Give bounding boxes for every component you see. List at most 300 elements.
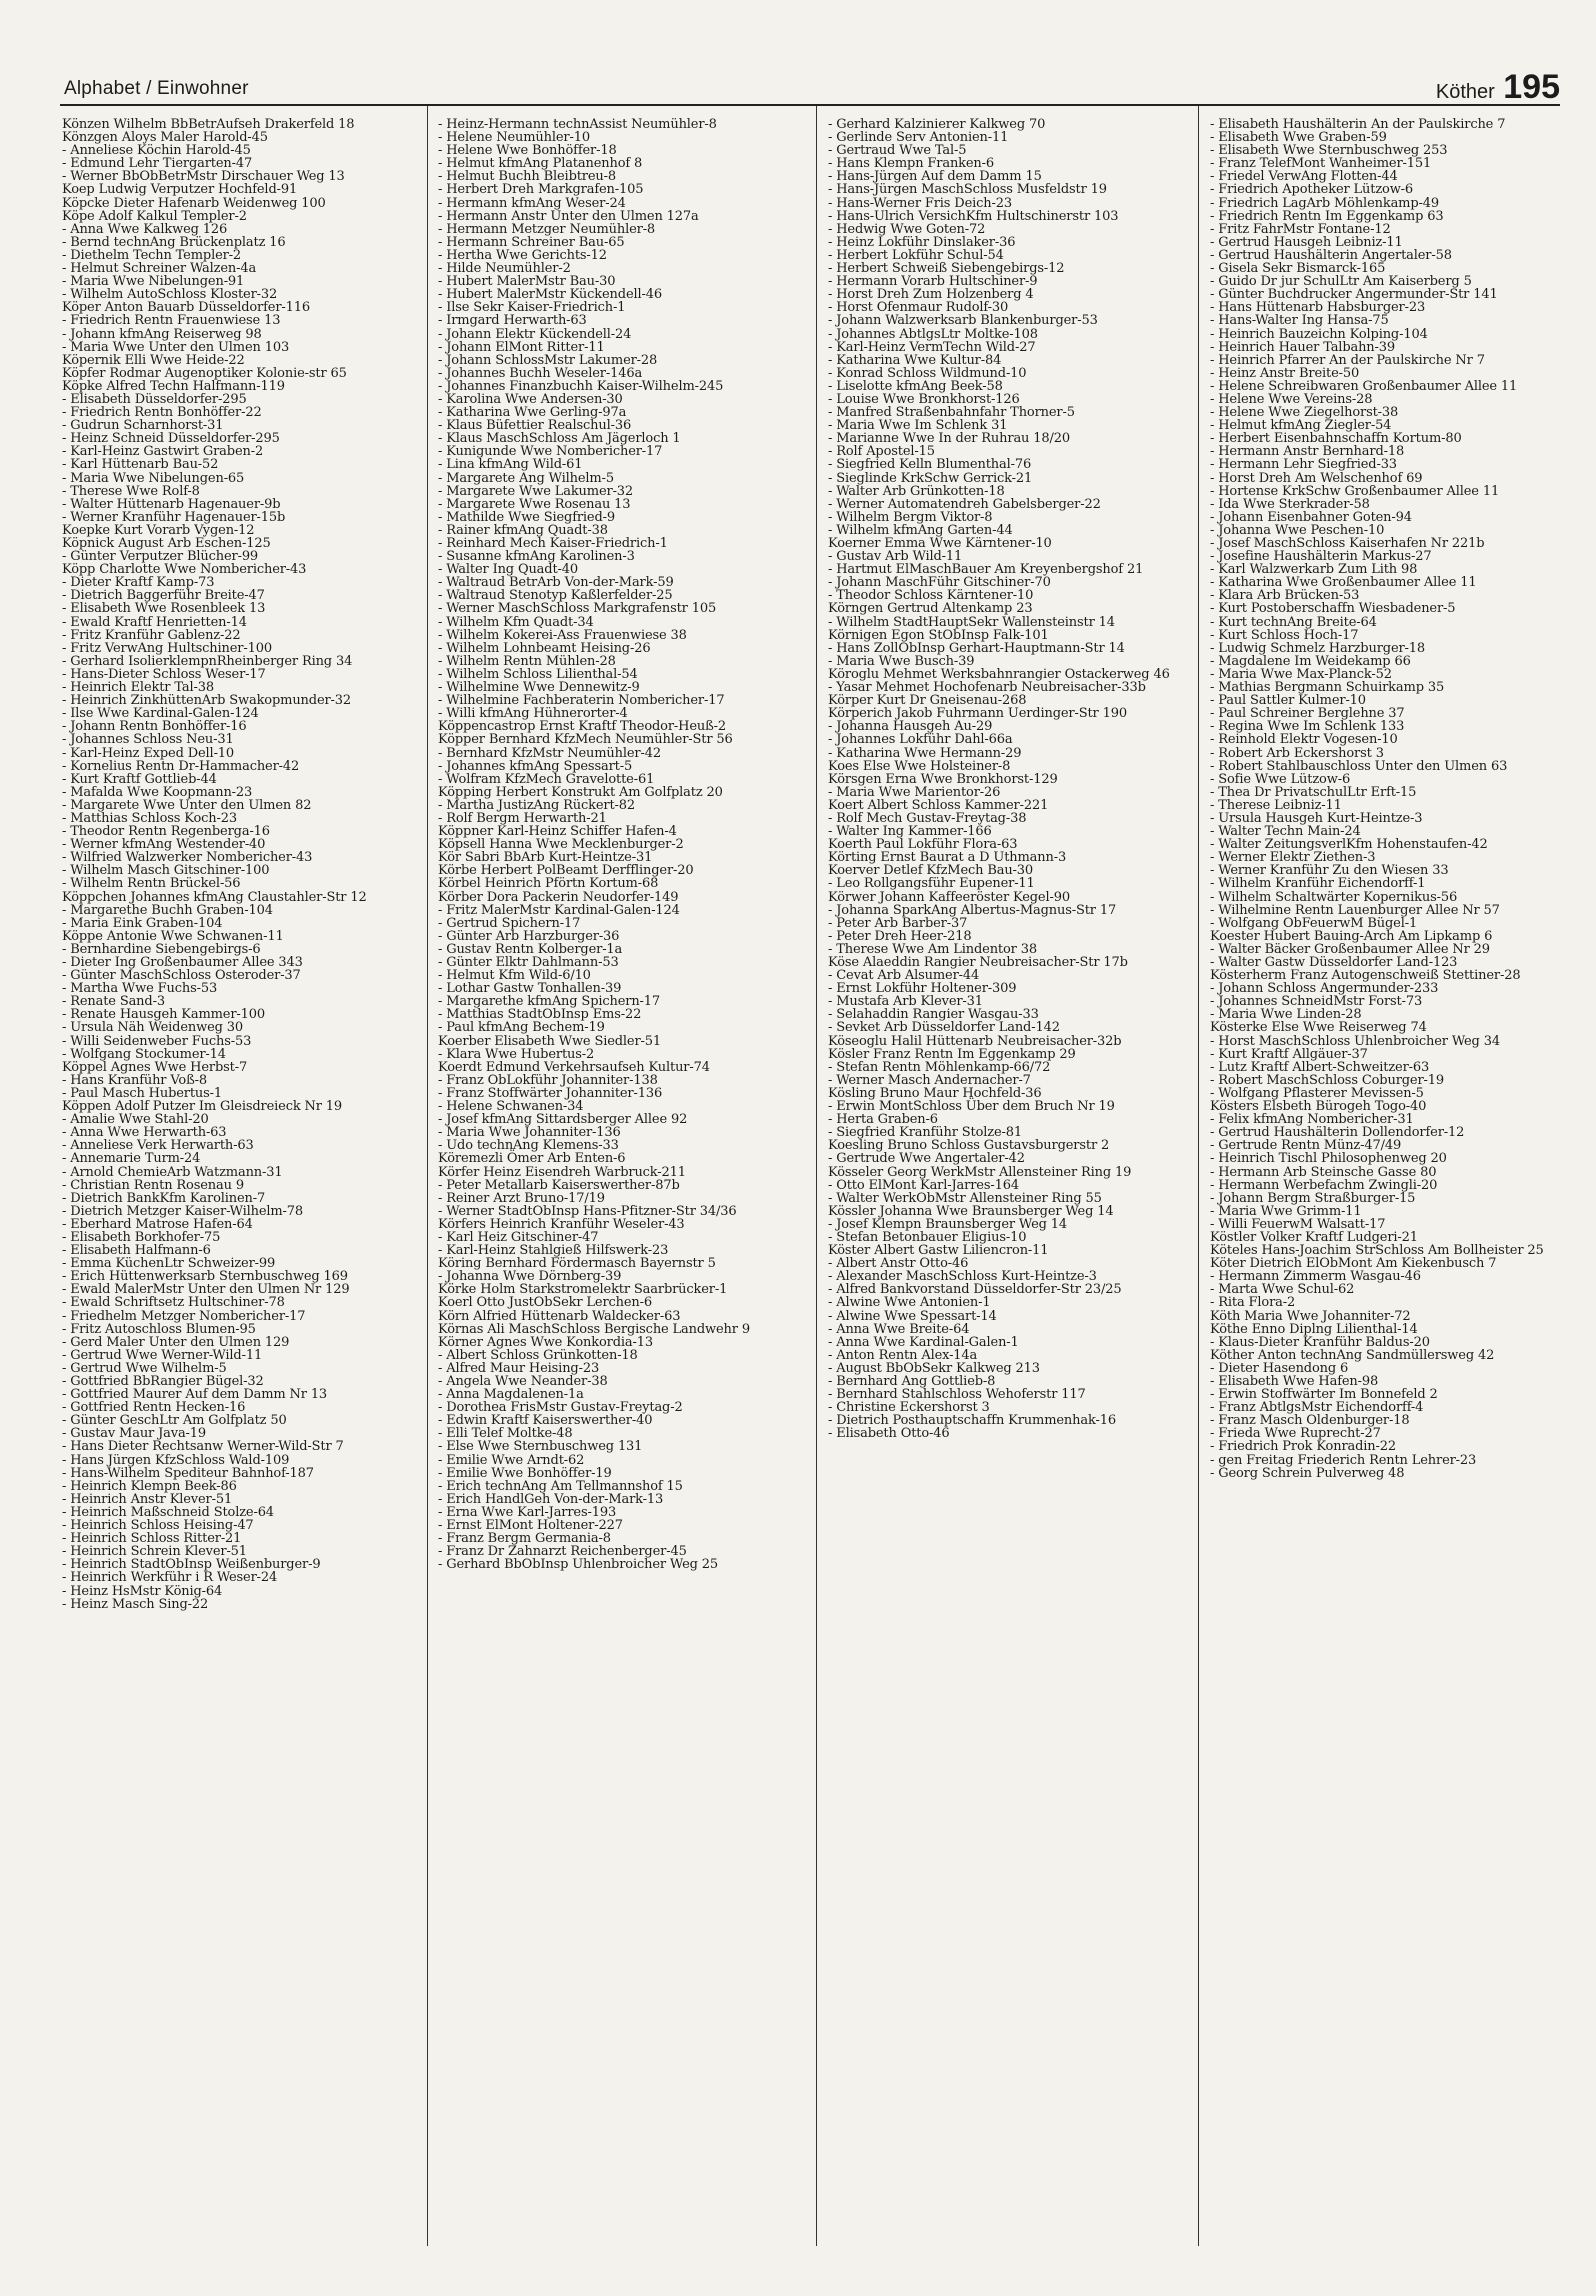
directory-entry: - Maria Wwe Im Schlenk 31 [828, 418, 1008, 434]
directory-entry: - Johann Rentn Bonhöffer-16 [62, 719, 247, 735]
directory-entry: Köppe Antonie Wwe Schwanen-11 [62, 928, 284, 944]
directory-entry: - Franz Dr Zahnarzt Reichenberger-45 [438, 1544, 687, 1560]
directory-entry: - Elisabeth Wwe Rosenbleek 13 [62, 601, 266, 617]
directory-entry: - Anneliese Köchin Harold-45 [62, 143, 251, 159]
directory-entry: - Renate Hausgeh Kammer-100 [62, 1007, 266, 1023]
directory-entry: - Margarete Wwe Unter den Ulmen 82 [62, 797, 312, 813]
directory-entry: - Johann SchlossMstr Lakumer-28 [438, 352, 658, 368]
directory-entry: - Alfred Bankvorstand Düsseldorfer-Str 23/25 [828, 1282, 1122, 1298]
directory-entry: - Elisabeth Wwe Sternbuschweg 253 [1210, 143, 1448, 159]
directory-entry: - Regina Wwe Im Schlenk 133 [1210, 719, 1405, 735]
directory-entry: - Wolfgang Pflasterer Mevissen-5 [1210, 1085, 1424, 1101]
directory-entry: - Hortense KrkSchw Großenbaumer Allee 11 [1210, 483, 1500, 499]
directory-entry: - Anneliese Verk Herwarth-63 [62, 1138, 254, 1154]
directory-entry: Körbe Herbert PolBeamt Derfflinger-20 [438, 863, 694, 879]
directory-entry: - Fritz FahrMstr Fontane-12 [1210, 221, 1391, 237]
directory-entry: - Johannes Schloss Neu-31 [62, 732, 234, 748]
running-head-name: Köther [1435, 81, 1495, 103]
directory-entry: - Josefine Haushälterin Markus-27 [1210, 549, 1432, 565]
directory-entry: - Reinhold Elektr Vogesen-10 [1210, 732, 1398, 748]
directory-entry: - Wilhelm AutoSchloss Kloster-32 [62, 287, 278, 303]
directory-entry: Könzen Wilhelm BbBetrAufseh Drakerfeld 18 [62, 118, 355, 132]
directory-entry: - Heinz Lokführ Dinslaker-36 [828, 234, 1016, 250]
section-title: Alphabet / Einwohner [64, 78, 249, 99]
directory-entry: - Karl Heiz Gitschiner-47 [438, 1229, 599, 1245]
directory-entry: - Arnold ChemieArb Watzmann-31 [62, 1164, 283, 1180]
directory-entry: Körngen Gertrud Altenkamp 23 [828, 601, 1033, 617]
directory-entry: Körner Agnes Wwe Konkordia-13 [438, 1334, 654, 1350]
directory-entry: Köppencastrop Ernst Kraftf Theodor-Heuß-2 [438, 719, 727, 735]
directory-entry: - Ilse Wwe Kardinal-Galen-124 [62, 706, 259, 722]
directory-entry: Körnas Ali MaschSchloss Bergische Landwehr 9 [438, 1321, 750, 1337]
directory-entry: - Johann Walzwerksarb Blankenburger-53 [828, 313, 1098, 329]
directory-entry: - Wilhelm Rentn Mühlen-28 [438, 653, 616, 669]
directory-entry: Köpp Charlotte Wwe Nombericher-43 [62, 562, 307, 578]
directory-entry: Körke Holm Starkstromelektr Saarbrücker-1 [438, 1282, 728, 1298]
directory-entry: Köppen Adolf Putzer Im Gleisdreieck Nr 19 [62, 1099, 343, 1115]
directory-entry: - Waltraud Stenotyp Kaßlerfelder-25 [438, 588, 673, 604]
directory-entry: Koesling Bruno Schloss Gustavsburgerstr 2 [828, 1138, 1110, 1154]
directory-entry: - Hans-Wilhelm Spediteur Bahnhof-187 [62, 1465, 314, 1481]
directory-entry: - Wilhelmine Wwe Dennewitz-9 [438, 680, 640, 696]
directory-entry: Köster Albert Gastw Liliencron-11 [828, 1243, 1049, 1259]
directory-entry: - Rita Flora-2 [1210, 1295, 1296, 1311]
directory-entry: - Walter Bäcker Großenbaumer Allee Nr 29 [1210, 941, 1490, 957]
directory-entry: - Walter Ing Kammer-166 [828, 824, 992, 840]
directory-entry: - Selahaddin Rangier Wasgau-33 [828, 1007, 1039, 1023]
directory-entry: Köper Anton Bauarb Düsseldorfer-116 [62, 300, 310, 316]
directory-entry: - Werner StadtObInsp Hans-Pfitzner-Str 34/36 [438, 1203, 737, 1219]
directory-entry: - Hermann Metzger Neumühler-8 [438, 221, 656, 237]
directory-entry: - Hermann Zimmerm Wasgau-46 [1210, 1269, 1421, 1285]
directory-entry: - Karl Walzwerkarb Zum Lith 98 [1210, 562, 1418, 578]
directory-entry: - Heinrich Hauer Talbahn-39 [1210, 339, 1396, 355]
directory-entry: - Wilhelm Rentn Brückel-56 [62, 876, 241, 892]
directory-entry: - Franz Masch Oldenburger-18 [1210, 1413, 1410, 1429]
directory-entry: Kösterherm Franz Autogenschweiß Stettiner-28 [1210, 968, 1521, 984]
directory-entry: Köpping Herbert Konstrukt Am Golfplatz 20 [438, 784, 723, 800]
directory-entry: - Gottfried BbRangier Bügel-32 [62, 1374, 264, 1389]
directory-entry: - Helmut Buchh Bleibtreu-8 [438, 169, 617, 185]
directory-entry: Kör Sabri BbArb Kurt-Heintze-31 [438, 850, 653, 866]
directory-entry: - Lutz Kraftf Albert-Schweitzer-63 [1210, 1059, 1430, 1075]
directory-entry: - Walter Ing Quadt-40 [438, 562, 579, 578]
directory-entry: - Horst Dreh Am Welschenhof 69 [1210, 470, 1423, 486]
directory-entry: - Bernhard Ang Gottlieb-8 [828, 1374, 996, 1389]
directory-entry: - Manfred Straßenbahnfahr Thorner-5 [828, 405, 1075, 421]
directory-entry: - Albert Schloss Grünkotten-18 [438, 1347, 638, 1363]
directory-entry: - Friedel VerwAng Flotten-44 [1210, 169, 1398, 185]
directory-entry: - Franz Stoffwärter Johanniter-136 [438, 1085, 663, 1101]
directory-entry: Köpnick August Arb Eschen-125 [62, 536, 271, 551]
directory-entry: - Hilde Neumühler-2 [438, 261, 571, 277]
directory-entry: - Margarete Wwe Rosenau 13 [438, 496, 631, 512]
directory-column-3 [828, 118, 1188, 2238]
directory-entry: - Kurt technAng Breite-64 [1210, 614, 1377, 630]
directory-entry: - Hertha Wwe Gerichts-12 [438, 247, 607, 263]
directory-entry: - Bernhardine Siebengebirgs-6 [62, 941, 261, 957]
directory-entry: - Guido Dr jur SchulLtr Am Kaiserberg 5 [1210, 274, 1472, 290]
directory-entry: - Sieglinde KrkSchw Gerrick-21 [828, 470, 1033, 486]
directory-entry: - Gerhard IsolierklempnRheinberger Ring 34 [62, 653, 353, 669]
directory-entry: - Irmgard Herwarth-63 [438, 313, 587, 329]
directory-entry: - Emilie Wwe Bonhöffer-19 [438, 1465, 612, 1481]
directory-entry: - Maria Wwe Nibelungen-91 [62, 274, 245, 290]
directory-entry: - Wilhelm Kranführ Eichendorff-1 [1210, 876, 1426, 892]
directory-entry: - Wilhelmine Fachberaterin Nombericher-17 [438, 693, 725, 709]
directory-column-2 [438, 118, 798, 2238]
directory-entry: - Herbert Dreh Markgrafen-105 [438, 182, 644, 198]
directory-entry: - Gerd Maler Unter den Ulmen 129 [62, 1334, 290, 1350]
directory-entry: - Friedrich Prok Konradin-22 [1210, 1439, 1397, 1455]
directory-entry: - Werner Elektr Ziethen-3 [1210, 850, 1376, 866]
column-divider [816, 106, 817, 2246]
directory-entry: - Felix kfmAng Nombericher-31 [1210, 1112, 1414, 1128]
directory-entry: - Günter Arb Harzburger-36 [438, 928, 620, 944]
directory-entry: - Helmut kfmAng Platanenhof 8 [438, 156, 643, 172]
directory-entry: - Yasar Mehmet Hochofenarb Neubreisacher-33b [828, 680, 1146, 696]
directory-entry: - Hedwig Wwe Goten-72 [828, 221, 986, 237]
directory-entry: - gen Freitag Friederich Rentn Lehrer-23 [1210, 1452, 1477, 1468]
directory-entry: - Rolf Mech Gustav-Freytag-38 [828, 810, 1027, 826]
directory-entry: - Wilhelm kfmAng Garten-44 [828, 522, 1013, 538]
directory-entry: - Walter Gastw Düsseldorfer Land-123 [1210, 955, 1458, 970]
directory-entry: - Paul Schreiner Berglehne 37 [1210, 706, 1405, 722]
directory-entry: - Werner Automatendreh Gabelsberger-22 [828, 496, 1101, 512]
directory-entry: - Katharina Wwe Großenbaumer Allee 11 [1210, 575, 1477, 591]
directory-entry: - Heinz Anstr Breite-50 [1210, 365, 1360, 381]
directory-entry: - Gertrude Rentn Münz-47/49 [1210, 1138, 1402, 1154]
directory-entry: - Johanna SparkAng Albertus-Magnus-Str 17 [828, 902, 1117, 918]
directory-entry: Köse Alaeddin Rangier Neubreisacher-Str 17b [828, 955, 1128, 970]
directory-entry: - Bernd technAng Brückenplatz 16 [62, 234, 286, 250]
directory-entry: - Robert MaschSchloss Coburger-19 [1210, 1072, 1445, 1088]
directory-entry: - Franz AbtlgsMstr Eichendorff-4 [1210, 1400, 1424, 1416]
directory-entry: - Erwin Stoffwärter Im Bonnefeld 2 [1210, 1387, 1438, 1403]
directory-entry: Koes Else Wwe Holsteiner-8 [828, 758, 1011, 774]
directory-entry: - Erich Hüttenwerksarb Sternbuschweg 169 [62, 1269, 348, 1285]
directory-entry: - Peter Metallarb Kaiserswerther-87b [438, 1177, 680, 1193]
directory-entry: - Ursula Näh Weidenweg 30 [62, 1020, 244, 1036]
directory-entry: - Anna Magdalenen-1a [438, 1387, 584, 1403]
directory-entry: - Johannes SchneidMstr Forst-73 [1210, 994, 1423, 1010]
directory-entry: - Gertrud Spichern-17 [438, 915, 581, 931]
directory-entry: - Heinrich StadtObInsp Weißenburger-9 [62, 1557, 321, 1573]
directory-entry: - Klaus Büfettier Realschul-36 [438, 418, 632, 434]
directory-entry: - Erich HandlGeh Von-der-Mark-13 [438, 1491, 664, 1507]
directory-entry: - Louise Wwe Bronkhorst-126 [828, 391, 1020, 407]
directory-entry: - Waltraud BetrArb Von-der-Mark-59 [438, 575, 674, 591]
directory-entry: - Hans-Ulrich VersichKfm Hultschinerstr 103 [828, 208, 1119, 224]
directory-entry: - Alfred Maur Heising-23 [438, 1360, 600, 1376]
directory-entry: - Horst MaschSchloss Uhlenbroicher Weg 34 [1210, 1033, 1500, 1049]
directory-entry: - Mathias Bergmann Schuirkamp 35 [1210, 680, 1445, 696]
column-divider [1198, 106, 1199, 2246]
directory-entry: - Hartmut ElMaschBauer Am Kreyenbergshof 21 [828, 562, 1144, 578]
directory-entry: - Dietrich Posthauptschaffn Krummenhak-16 [828, 1413, 1116, 1429]
directory-entry: - Alexander MaschSchloss Kurt-Heintze-3 [828, 1269, 1097, 1285]
directory-entry: Köpper Bernhard KfzMech Neumühler-Str 56 [438, 732, 733, 748]
directory-entry: Köther Anton technAng Sandmüllersweg 42 [1210, 1347, 1495, 1363]
directory-entry: Köppel Agnes Wwe Herbst-7 [62, 1059, 248, 1075]
directory-entry: - Klaus-Dieter Kranführ Baldus-20 [1210, 1334, 1430, 1350]
directory-entry: Körber Dora Packerin Neudorfer-149 [438, 889, 679, 905]
directory-entry: - Gottfried Rentn Hecken-16 [62, 1400, 246, 1416]
directory-entry: - Hubert MalerMstr Kückendell-46 [438, 287, 662, 303]
directory-entry: - Anna Wwe Kardinal-Galen-1 [828, 1334, 1019, 1350]
directory-entry: - Wilhelmine Rentn Lauenburger Allee Nr 57 [1210, 902, 1500, 918]
directory-entry: Körfers Heinrich Kranführ Weseler-43 [438, 1216, 685, 1232]
directory-entry: - Kurt Schloss Hoch-17 [1210, 627, 1359, 643]
directory-entry: - Johann Bergm Straßburger-15 [1210, 1190, 1416, 1206]
directory-entry: - Hans-Jürgen Auf dem Damm 15 [828, 169, 1042, 185]
directory-entry: - Johanna Wwe Dörnberg-39 [438, 1269, 622, 1285]
directory-entry: - Ursula Hausgeh Kurt-Heintze-3 [1210, 810, 1423, 826]
directory-entry: - Diethelm Techn Templer-2 [62, 247, 242, 263]
header-right [1436, 70, 1560, 104]
directory-entry: Koerber Elisabeth Wwe Siedler-51 [438, 1033, 662, 1049]
directory-entry: - Elisabeth Borkhofer-75 [62, 1229, 221, 1245]
directory-entry: - Maria Wwe Busch-39 [828, 653, 975, 669]
directory-entry: - Bernhard Stahlschloss Wehoferstr 117 [828, 1387, 1086, 1403]
directory-entry: - Mathilde Wwe Siegfried-9 [438, 509, 616, 525]
directory-entry: - Elisabeth Haushälterin An der Paulskirche 7 [1210, 118, 1506, 132]
directory-entry: Körting Ernst Baurat a D Uthmann-3 [828, 850, 1067, 866]
directory-entry: - Johann Elektr Kückendell-24 [438, 326, 632, 342]
directory-entry: - Anna Wwe Kalkweg 126 [62, 221, 228, 237]
directory-entry: - Annemarie Turm-24 [62, 1151, 201, 1167]
directory-entry: Koerth Paul Lokführ Flora-63 [828, 837, 1018, 853]
directory-entry: - Ida Wwe Sterkrader-58 [1210, 496, 1370, 512]
directory-entry: - Wolfram KfzMech Gravelotte-61 [438, 771, 655, 787]
directory-entry: - Günter MaschSchloss Osteroder-37 [62, 968, 301, 984]
directory-entry: - Helmut Schreiner Walzen-4a [62, 261, 257, 277]
directory-entry: Köppner Karl-Heinz Schiffer Hafen-4 [438, 824, 677, 840]
directory-entry: - Herbert Schweiß Siebengebirgs-12 [828, 261, 1065, 277]
directory-entry: - Elisabeth Düsseldorfer-295 [62, 391, 247, 407]
directory-entry: - Horst Ofenmaur Rudolf-30 [828, 300, 1009, 316]
directory-entry: - Friedrich Apotheker Lützow-6 [1210, 182, 1414, 198]
directory-entry: Körn Alfried Hüttenarb Waldecker-63 [438, 1308, 681, 1324]
directory-entry: - Werner BbObBetrMstr Dirschauer Weg 13 [62, 169, 345, 185]
directory-entry: - Heinrich Elektr Tal-38 [62, 680, 214, 696]
directory-entry: - Walter Techn Main-24 [1210, 824, 1361, 840]
directory-entry: - Klaus MaschSchloss Am Jägerloch 1 [438, 431, 681, 447]
directory-entry: - Albert Anstr Otto-46 [828, 1256, 969, 1272]
directory-entry: - Franz Bergm Germania-8 [438, 1531, 611, 1547]
directory-entry: - Dieter Kraftf Kamp-73 [62, 575, 215, 591]
directory-entry: Köthe Enno Diplng Lilienthal-14 [1210, 1321, 1418, 1337]
directory-entry: - Gustav Rentn Kolberger-1a [438, 941, 623, 957]
directory-entry: - Susanne kfmAng Karolinen-3 [438, 549, 635, 565]
directory-entry: - Johanna Hausgeh Au-29 [828, 719, 993, 735]
directory-entry: - Ewald Kraftf Henrietten-14 [62, 614, 247, 630]
directory-entry: - Elli Telef Moltke-48 [438, 1426, 573, 1442]
directory-entry: - Gertrud Wwe Wilhelm-5 [62, 1360, 227, 1376]
directory-entry: - Dietrich Baggerführ Breite-47 [62, 588, 265, 604]
directory-entry: - Hermann Arb Steinsche Gasse 80 [1210, 1164, 1437, 1180]
directory-entry: - Josef MaschSchloss Kaiserhafen Nr 221b [1210, 536, 1485, 551]
directory-entry: - Christian Rentn Rosenau 9 [62, 1177, 244, 1193]
directory-entry: - Georg Schrein Pulverweg 48 [1210, 1465, 1405, 1481]
directory-entry: - Hermann Anstr Bernhard-18 [1210, 444, 1405, 460]
directory-entry: Köremezli Ömer Arb Enten-6 [438, 1151, 626, 1167]
directory-entry: - Robert Stahlbauschloss Unter den Ulmen 63 [1210, 758, 1508, 774]
directory-entry: - Klara Arb Brücken-53 [1210, 588, 1360, 604]
directory-entry: - Willi kfmAng Hühnerorter-4 [438, 706, 628, 722]
directory-entry: - Bernhard KfzMstr Neumühler-42 [438, 745, 661, 761]
directory-entry: Kösseler Georg WerkMstr Allensteiner Ring 19 [828, 1164, 1132, 1180]
directory-entry: - Wilhelm Schaltwärter Kopernikus-56 [1210, 889, 1458, 905]
directory-entry: - Josef kfmAng Sittardsberger Allee 92 [438, 1112, 688, 1128]
directory-entry: Köter Dietrich ElObMont Am Kiekenbusch 7 [1210, 1256, 1497, 1272]
directory-entry: - Fritz MalerMstr Kardinal-Galen-124 [438, 902, 680, 918]
directory-entry: - Kurt Kraftf Gottlieb-44 [62, 771, 217, 787]
directory-entry: - Helmut Kfm Wild-6/10 [438, 968, 591, 984]
directory-entry: - Johann ElMont Ritter-11 [438, 339, 605, 355]
directory-entry: Koerver Detlef KfzMech Bau-30 [828, 863, 1034, 879]
directory-entry: - Helmut kfmAng Ziegler-54 [1210, 418, 1392, 434]
directory-entry: - Ewald MalerMstr Unter den Ulmen Nr 129 [62, 1282, 350, 1298]
directory-entry: - Johanna Wwe Peschen-10 [1210, 522, 1385, 538]
directory-entry: - Hans-Dieter Schloss Weser-17 [62, 666, 266, 682]
directory-entry: - Katharina Wwe Hermann-29 [828, 745, 1022, 761]
directory-entry: - Helene Wwe Ziegelhorst-38 [1210, 405, 1399, 421]
directory-entry: - Werner Masch Andernacher-7 [828, 1072, 1031, 1088]
directory-entry: - Anna Wwe Herwarth-63 [62, 1125, 227, 1141]
directory-entry: Koerner Emma Wwe Kärntener-10 [828, 536, 1052, 551]
directory-entry: - Anton Rentn Alex-14a [828, 1347, 978, 1363]
directory-entry: - Else Wwe Sternbuschweg 131 [438, 1439, 643, 1455]
directory-entry: - Hermann Lehr Siegfried-33 [1210, 457, 1397, 473]
directory-entry: - Heinz Masch Sing-22 [62, 1596, 209, 1612]
directory-entry: Köroglu Mehmet Werksbahnrangier Ostackerweg 46 [828, 666, 1170, 682]
directory-entry: - Hermann kfmAng Weser-24 [438, 195, 626, 211]
directory-entry: - Wilhelm StadtHauptSekr Wallensteinstr 14 [828, 614, 1115, 630]
directory-entry: - Werner kfmAng Westender-40 [62, 837, 266, 853]
directory-entry: Koester Hubert Bauing-Arch Am Lipkamp 6 [1210, 928, 1493, 944]
directory-entry: Köring Bernhard Fördermasch Bayernstr 5 [438, 1256, 716, 1272]
directory-entry: - Paul Sattler Kulmer-10 [1210, 693, 1366, 709]
directory-entry: - Therese Leibniz-11 [1210, 797, 1342, 813]
directory-entry: - Marta Wwe Schul-62 [1210, 1282, 1355, 1298]
directory-entry: Köpe Adolf Kalkul Templer-2 [62, 208, 247, 224]
directory-entry: - Martha Wwe Fuchs-53 [62, 981, 218, 997]
directory-entry: - Marianne Wwe In der Ruhrau 18/20 [828, 431, 1070, 447]
directory-entry: - Johannes Buchh Weseler-146a [438, 365, 643, 381]
directory-entry: - Wilhelm Kokerei-Ass Frauenwiese 38 [438, 627, 687, 643]
directory-entry: - Hermann Anstr Unter den Ulmen 127a [438, 208, 699, 224]
directory-entry: Köpernik Elli Wwe Heide-22 [62, 352, 245, 368]
directory-entry: - Johannes Lokführ Dahl-66a [828, 732, 1013, 748]
directory-entry: - Hans-Jürgen MaschSchloss Musfeldstr 19 [828, 182, 1107, 198]
directory-entry: - Helene Schwanen-34 [438, 1099, 584, 1115]
directory-entry: Koep Ludwig Verputzer Hochfeld-91 [62, 182, 298, 198]
directory-entry: - Reinhard Mech Kaiser-Friedrich-1 [438, 536, 668, 551]
directory-entry: - Otto ElMont Karl-Jarres-164 [828, 1177, 1019, 1193]
directory-entry: - Wilhelm Kfm Quadt-34 [438, 614, 594, 630]
page-number: 195 [1503, 68, 1560, 106]
directory-entry: - Stefan Rentn Möhlenkamp-66/72 [828, 1059, 1051, 1075]
directory-entry: - Johannes kfmAng Spessart-5 [438, 758, 633, 774]
directory-entry: - Erwin MontSchloss Über dem Bruch Nr 19 [828, 1099, 1115, 1115]
directory-entry: - Heinrich Bauzeichn Kolping-104 [1210, 326, 1428, 342]
directory-entry: - Wilfried Walzwerker Nombericher-43 [62, 850, 313, 866]
directory-entry: - Kurt Kraftf Allgäuer-37 [1210, 1046, 1368, 1062]
directory-entry: - Helene Neumühler-10 [438, 130, 590, 146]
directory-entry: - Elisabeth Otto-46 [828, 1426, 950, 1442]
directory-entry: Köth Maria Wwe Johanniter-72 [1210, 1308, 1411, 1324]
directory-entry: - Robert Arb Eckershorst 3 [1210, 745, 1384, 761]
directory-entry: - Johann Schloss Angermunder-233 [1210, 981, 1439, 997]
directory-entry: - Johann kfmAng Reiserweg 98 [62, 326, 262, 342]
directory-entry: Kösters Elsbeth Bürogeh Togo-40 [1210, 1099, 1427, 1115]
directory-entry: - Sofie Wwe Lützow-6 [1210, 771, 1351, 787]
directory-entry: - Emma KüchenLtr Schweizer-99 [62, 1256, 276, 1272]
directory-entry: - Klara Wwe Hubertus-2 [438, 1046, 595, 1062]
directory-entry: - Dietrich BankKfm Karolinen-7 [62, 1190, 266, 1206]
directory-column-1 [62, 118, 418, 2238]
directory-entry: - Dieter Ing Großenbaumer Allee 343 [62, 955, 303, 970]
directory-entry: - Karl-Heinz Gastwirt Graben-2 [62, 444, 264, 460]
directory-entry: - Heinrich Anstr Klever-51 [62, 1491, 233, 1507]
directory-entry: - Gisela Sekr Bismarck-165 [1210, 261, 1386, 277]
directory-entry: - Willi FeuerwM Walsatt-17 [1210, 1216, 1386, 1232]
directory-entry: - Gertrud Wwe Werner-Wild-11 [62, 1347, 263, 1363]
directory-entry: - Franz TelefMont Wanheimer-151 [1210, 156, 1432, 172]
directory-entry: - Heinrich Schloss Heising-47 [62, 1518, 254, 1534]
directory-entry: - Maria Wwe Johanniter-136 [438, 1125, 621, 1141]
directory-entry: - Frieda Wwe Ruprecht-27 [1210, 1426, 1381, 1442]
directory-entry: - Gerlinde Serv Antonien-11 [828, 130, 1009, 146]
directory-entry: - Fritz VerwAng Hultschiner-100 [62, 640, 272, 656]
directory-entry: Köstler Volker Kraftf Ludgeri-21 [1210, 1229, 1418, 1245]
directory-entry: - Dietrich Metzger Kaiser-Wilhelm-78 [62, 1203, 304, 1219]
directory-entry: - Edmund Lehr Tiergarten-47 [62, 156, 253, 172]
directory-entry: - Heinrich Tischl Philosophenweg 20 [1210, 1151, 1447, 1167]
directory-entry: Körwer Johann Kaffeeröster Kegel-90 [828, 889, 1070, 905]
directory-entry: - Wilhelm Bergm Viktor-8 [828, 509, 993, 525]
directory-entry: - Siegfried Kranführ Stolze-81 [828, 1125, 1022, 1141]
directory-entry: - Wilhelm Lohnbeamt Heising-26 [438, 640, 651, 656]
directory-entry: - Johannes Finanzbuchh Kaiser-Wilhelm-245 [438, 378, 724, 394]
directory-entry: - Ludwig Schmelz Harzburger-18 [1210, 640, 1426, 656]
directory-entry: - Maria Wwe Nibelungen-65 [62, 470, 245, 486]
directory-entry: Könzgen Aloys Maler Harold-45 [62, 130, 268, 146]
directory-entry: Körfer Heinz Eisendreh Warbruck-211 [438, 1164, 686, 1180]
directory-entry: - Alwine Wwe Antonien-1 [828, 1295, 991, 1311]
directory-entry: - Hans-Walter Ing Hansa-75 [1210, 313, 1389, 329]
directory-entry: - Heinrich Schrein Klever-51 [62, 1544, 247, 1560]
directory-entry: - Mustafa Arb Klever-31 [828, 994, 983, 1010]
directory-entry: - Erich technAng Am Tellmannshof 15 [438, 1478, 683, 1494]
directory-entry: - Liselotte kfmAng Beek-58 [828, 378, 1003, 394]
directory-entry: - Eberhard Matrose Hafen-64 [62, 1216, 253, 1232]
directory-entry: Köpfer Rodmar Augenoptiker Kolonie-str 65 [62, 365, 347, 381]
directory-entry: - Wolfgang ObFeuerwM Bügel-1 [1210, 915, 1418, 931]
directory-entry: - Gertrud Haushälterin Dollendorfer-12 [1210, 1125, 1465, 1141]
directory-entry: - Gudrun Scharnhorst-31 [62, 418, 224, 434]
directory-entry: - Kornelius Rentn Dr-Hammacher-42 [62, 758, 300, 774]
directory-entry: - Hans Klempn Franken-6 [828, 156, 995, 172]
directory-entry: - Maria Wwe Marientor-26 [828, 784, 1001, 800]
directory-entry: - Ernst ElMont Holtener-227 [438, 1518, 623, 1534]
directory-entry: - Gertraud Wwe Tal-5 [828, 143, 967, 159]
directory-entry: - Katharina Wwe Gerling-97a [438, 405, 627, 421]
directory-entry: - Helene Wwe Bonhöffer-18 [438, 143, 617, 159]
directory-entry: - Karl-Heinz Exped Dell-10 [62, 745, 235, 761]
directory-entry: - Walter WerkObMstr Allensteiner Ring 55 [828, 1190, 1102, 1206]
